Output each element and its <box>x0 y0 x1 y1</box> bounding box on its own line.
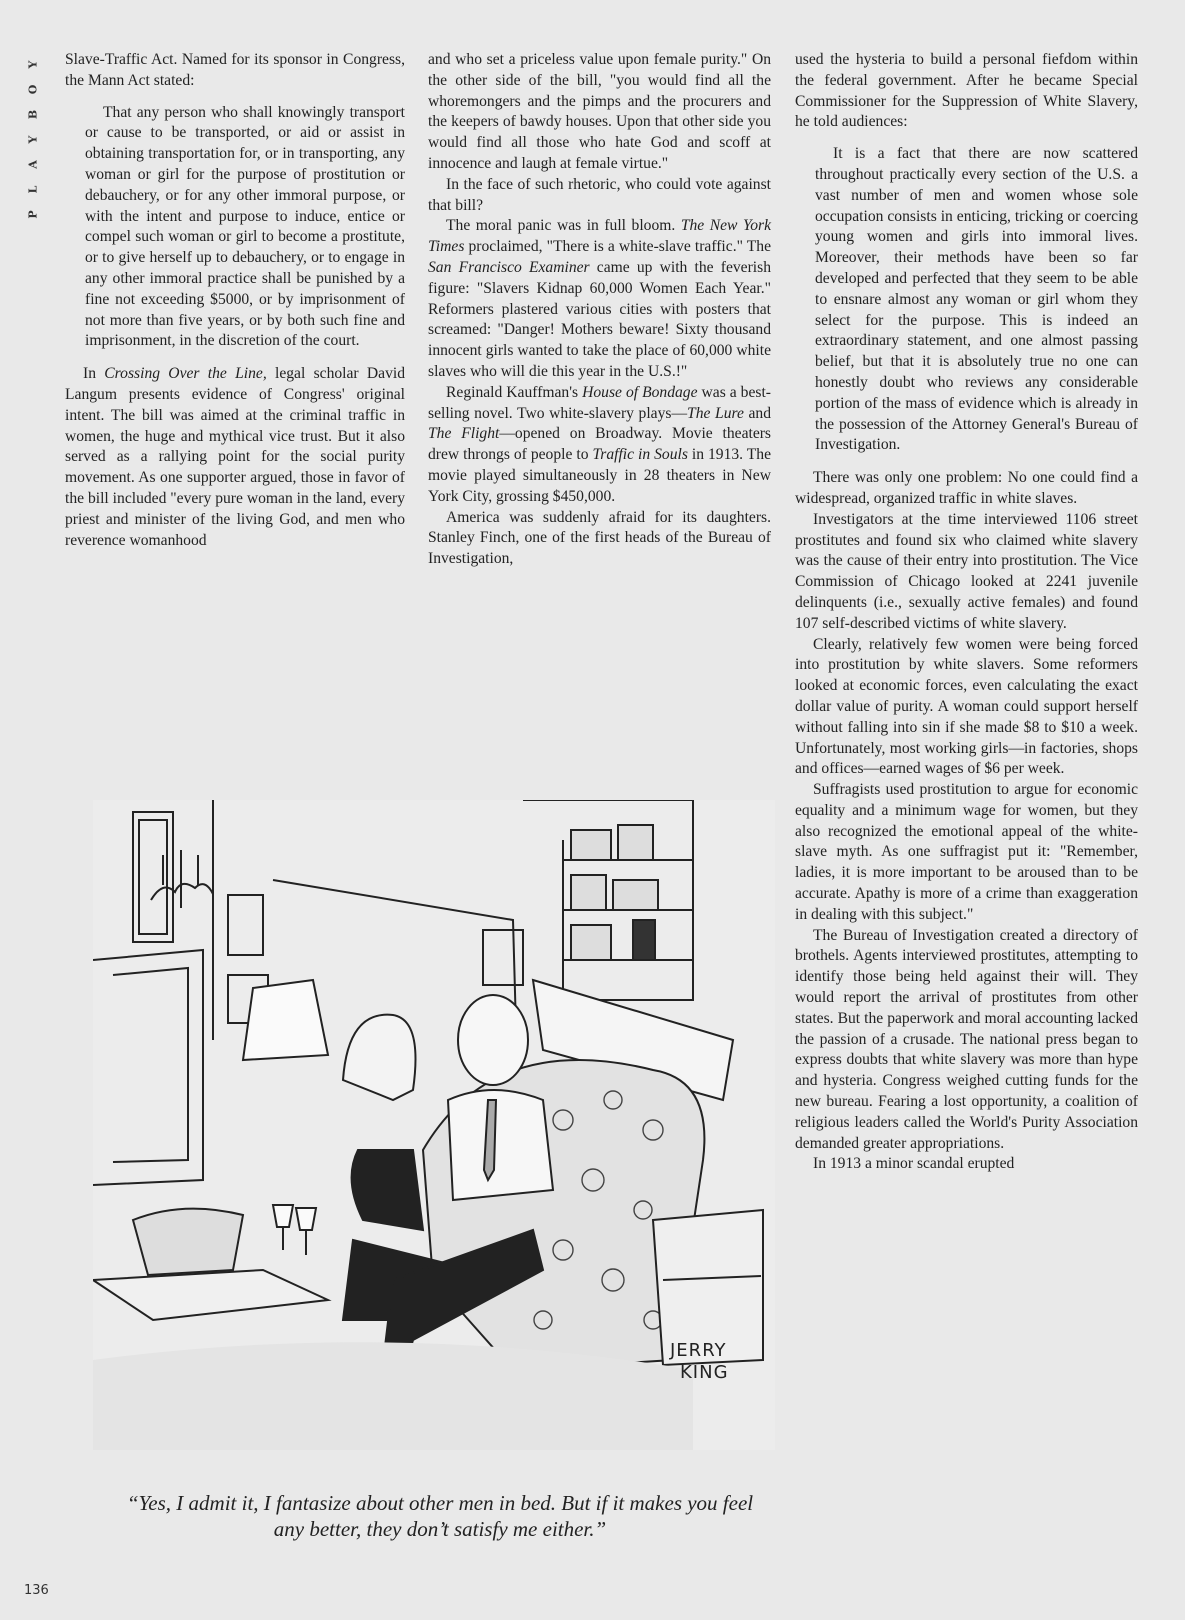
woman-dress <box>352 1150 423 1230</box>
block-quote: It is a fact that there are now scattered throughout practically every section of the U.S. a vast number of men and women whose sole occupation consists in enticing, tricking or coercing young women and girls into immoral lives. Moreover, their methods have been so far developed and perfected that they seem to be able to ensnare almost any woman or girl whom they select for the purpose. This is indeed an extraordinary statement, and one almost passing belief, but that it is absolutely true no one can honestly doubt who reviews any considerable portion of the mass of evidence which is already in the possession of the Attorney General's Bureau of Investigation. <box>815 145 1138 454</box>
book-title: House of Bondage <box>582 383 698 401</box>
man-head <box>458 995 528 1085</box>
rug <box>93 1342 693 1450</box>
sideline-letter: Y <box>26 60 40 69</box>
coffee-table <box>93 1270 328 1320</box>
fireplace <box>93 950 203 1185</box>
man-shirt <box>448 1090 553 1200</box>
text-run: In <box>83 365 105 383</box>
sideline-letter: Y <box>26 135 40 144</box>
text-run: and <box>743 404 772 422</box>
text-run: was a best-selling novel. Two white-slavery plays— <box>428 383 771 422</box>
text-run: The moral panic was in full bloom. <box>446 217 681 235</box>
paragraph <box>65 364 405 551</box>
play-title: The Lure <box>687 404 744 422</box>
text-run: came up with the feverish figure: "Slavers Kidnap 60,000 Women Each Year." Reformers plastered various cities with posters that screamed: "Danger! Mothers beware! Sixty thousand innocent girls wanted to take the place of 60,000 white slaves who will die this year in the U.S.!" <box>428 258 771 380</box>
text-column-1 <box>65 50 405 551</box>
paragraph: used the hysteria to build a personal fiefdom within the federal government. After he became Special Commissioner for the Suppression of White Slavery, he told audiences: <box>795 51 1138 131</box>
sideline-letter: O <box>26 84 40 95</box>
paragraph: The Bureau of Investigation created a directory of brothels. Agents interviewed prostitutes, attempting to identify those being held against their will. They would report the arrival of prostitutes from other states. But the paperwork and moral accounting lacked the passion of a crusade. The national press began to express doubts that white slavery was more than hype and hysteria. Congress weighed cutting funds for the new bureau. Fearing a lost opportunity, a coalition of religious leaders called the World's Purity Association demanded greater appropriations. <box>795 926 1138 1152</box>
sideline-letter: A <box>26 160 40 169</box>
paragraph: Investigators at the time interviewed 1106 street prostitutes and found six who claimed white slavery was the cause of their entry into prostitution. The Vice Commission of Chicago looked at 2241 juvenile delinquents (i.e., sexually active females) and found 107 self-described victims of white slavery. <box>795 510 1138 632</box>
text-run: legal scholar David Langum presents evidence of Congress' original intent. The bill was aimed at the criminal traffic in women, the huge and mythical vice trust. But it also served as a rallying point for the social purity movement. As one supporter argued, those in favor of the bill included "every pure woman in the land, every priest and minister of the living God, and men who reverence womanhood <box>65 365 406 549</box>
paragraph: In 1913 a minor scandal erupted <box>813 1155 1015 1173</box>
text-run: in 1913. The movie played simultaneously in 28 theaters in New York City, grossing $450,000. <box>428 446 771 505</box>
signature-line: KING <box>680 1362 729 1383</box>
books <box>571 825 658 960</box>
text-run: proclaimed, "There is a white-slave traffic." The <box>464 238 771 256</box>
publication-title: The New York Times <box>428 217 771 256</box>
sideline-letter: B <box>26 109 40 120</box>
wine-glasses <box>273 1205 316 1255</box>
paragraph <box>428 383 771 508</box>
candelabra <box>151 850 213 908</box>
publication-title: San Francisco Examiner <box>428 258 590 276</box>
paragraph: Slave-Traffic Act. Named for its sponsor in Congress, the Mann Act stated: <box>65 51 405 89</box>
sideline-letter: P <box>26 210 40 219</box>
page-number: 136 <box>24 1583 49 1598</box>
play-title: The Flight <box>428 425 500 443</box>
small-picture-frame <box>228 895 263 955</box>
paragraph <box>428 216 771 382</box>
bowl <box>133 1209 243 1275</box>
text-column-2 <box>428 50 771 570</box>
text-column-3 <box>795 50 1138 1175</box>
signature-line: JERRY <box>670 1340 727 1361</box>
cartoon-caption: “Yes, I admit it, I fantasize about other men in bed. But if it makes you feel any better, they don’t satisfy me either.” <box>126 1491 754 1541</box>
small-picture-frame <box>483 930 523 985</box>
text-run: Reginald Kauffman's <box>446 383 583 401</box>
paragraph: Clearly, relatively few women were being forced into prostitution by white slavers. Some reformers looked at economic forces, even calculating the exact dollar value of purity. A woman could support herself without falling into sin if she made $8 to $10 a week. Unfortunately, most working girls—in factories, shops and offices—earned wages of $6 per week. <box>795 635 1138 778</box>
paragraph: Suffragists used prostitution to argue for economic equality and a minimum wage for women, but they also recognized the emotional appeal of the white-slave myth. As one suffragist put it: "Remember, ladies, it is more important to be aroused than to be accurate. Apathy is more of a crime than exaggeration in dealing with this subject." <box>795 781 1138 923</box>
magazine-name-vertical <box>26 52 40 227</box>
text-run: —opened on Broadway. Movie theaters drew throngs of people to <box>428 425 771 464</box>
sideline-letter: L <box>26 185 40 194</box>
artist-signature <box>670 1340 729 1384</box>
paragraph: and who set a priceless value upon female purity." On the other side of the bill, "you would find all the whoremongers and the pimps and the procurers and the keepers of bawdy houses. Upon that other side you would find all those who hate God and scoff at innocence and laugh at female virtue." <box>428 51 771 172</box>
paragraph: America was suddenly afraid for its daughters. Stanley Finch, one of the first heads of the Bureau of Investigation, <box>428 508 771 568</box>
fireplace-opening <box>113 968 188 1162</box>
block-quote: That any person who shall knowingly transport or cause to be transported, or aid or assist in obtaining transportation for, or in transporting, any woman or girl for the purpose of prostitution or debauchery, or for any other immoral purpose, or with the intent and purpose to induce, entice or compel such woman or girl to become a prostitute, or to give herself up to debauchery, or to engage in any other immoral practice shall be punished by a fine not exceeding $5000, or by imprisonment of not more than five years, or by both such fine and imprisonment, in the discretion of the court. <box>85 103 405 350</box>
book-title: Crossing Over the Line, <box>104 365 267 383</box>
lamp-shade <box>243 980 328 1060</box>
paragraph: In the face of such rhetoric, who could vote against that bill? <box>428 175 771 214</box>
film-title: Traffic in Souls <box>592 446 688 464</box>
woman-hair <box>343 1015 416 1100</box>
paragraph: There was only one problem: No one could find a widespread, organized traffic in white slaves. <box>795 469 1138 507</box>
